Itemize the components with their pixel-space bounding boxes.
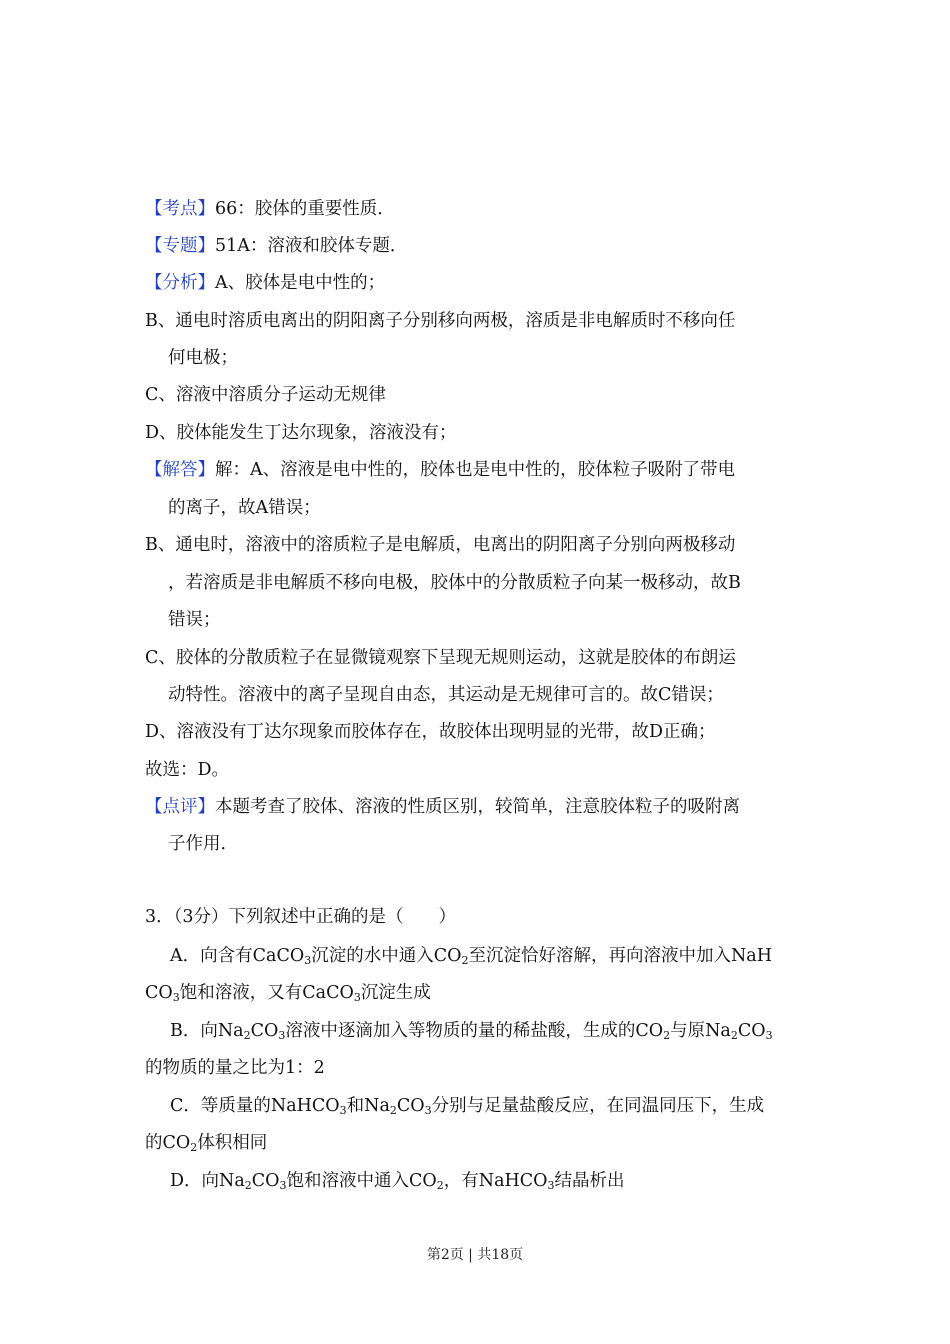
option-a-text: CO [145, 983, 173, 1003]
option-b-text: B．向Na [170, 1021, 244, 1041]
fenxi-b-line-1: B、通电时溶质电离出的阴阳离子分别移向两极，溶质是非电解质时不移向任 [145, 311, 736, 331]
option-c-line-2 [145, 1131, 267, 1155]
kaodian-line [145, 197, 395, 221]
subscript: 2 [461, 954, 469, 967]
kaodian-tag: 【考点】 [145, 199, 215, 219]
subscript: 2 [663, 1029, 671, 1042]
option-b-text: 溶液中逐滴加入等物质的量的稀盐酸，生成的CO [285, 1021, 664, 1041]
option-d-line [170, 1169, 625, 1193]
zhuanti-line [145, 234, 407, 258]
option-b-text: CO [737, 1021, 766, 1041]
option-d-text: 饱和溶液中通入CO [286, 1171, 437, 1191]
fenxi-d-line: D、胶体能发生丁达尔现象，溶液没有； [145, 423, 457, 443]
subscript: 3 [172, 991, 180, 1004]
subscript: 2 [243, 1029, 251, 1042]
subscript: 3 [339, 1104, 347, 1117]
jieda-line-1 [145, 458, 735, 482]
option-a-text: A．向含有CaCO [170, 946, 305, 966]
option-d-text: 结晶析出 [554, 1171, 625, 1191]
jieda-b-line-3: 错误； [168, 610, 221, 630]
jieda-b-line-2: ，若溶质是非电解质不移向电极，胶体中的分散质粒子向某一极移动，故B [168, 573, 741, 593]
option-c-line-1 [170, 1094, 764, 1118]
jieda-tag: 【解答】 [145, 460, 215, 480]
subscript: 3 [279, 1179, 287, 1192]
option-d-text: D．向Na [170, 1171, 245, 1191]
subscript: 3 [353, 991, 361, 1004]
subscript: 2 [389, 1104, 397, 1117]
jieda-b-line-1: B、通电时，溶液中的溶质粒子是电解质，电离出的阴阳离子分别向两极移动 [145, 535, 736, 555]
fenxi-tag: 【分析】 [145, 273, 215, 293]
zhuanti-tag: 【专题】 [145, 236, 215, 256]
subscript: 2 [190, 1141, 198, 1154]
question-stem: 3．（3分）下列叙述中正确的是（ ） [145, 907, 457, 927]
option-a-line-2 [145, 981, 431, 1005]
subscript: 2 [730, 1029, 738, 1042]
zhuanti-text: 51A：溶液和胶体专题． [215, 236, 408, 256]
option-b-line-1 [170, 1019, 773, 1043]
fenxi-line [145, 271, 385, 295]
option-c-text: C．等质量的NaHCO [170, 1096, 340, 1116]
subscript: 3 [278, 1029, 286, 1042]
option-d-text: CO [251, 1171, 280, 1191]
jieda-d-line: D、溶液没有丁达尔现象而胶体存在，故胶体出现明显的光带，故D正确； [145, 722, 716, 742]
subscript: 3 [547, 1179, 555, 1192]
option-b-line-2: 的物质的量之比为1：2 [145, 1058, 325, 1078]
subscript: 3 [304, 954, 312, 967]
subscript: 3 [765, 1029, 773, 1042]
option-d-text: ，有NaHCO [443, 1171, 548, 1191]
fenxi-c-line: C、溶液中溶质分子运动无规律 [145, 385, 386, 405]
option-c-text: 分别与足量盐酸反应，在同温同压下，生成 [431, 1096, 765, 1116]
subscript: 2 [244, 1179, 252, 1192]
dianping-tag: 【点评】 [145, 797, 215, 817]
option-c-text: 的CO [145, 1133, 191, 1153]
option-a-text: 至沉淀恰好溶解，再向溶液中加入NaH [468, 946, 772, 966]
jieda-c-line-1: C、胶体的分散质粒子在显微镜观察下呈现无规则运动，这就是胶体的布朗运 [145, 648, 736, 668]
option-a-line-1 [170, 944, 772, 968]
option-b-text: 与原Na [670, 1021, 731, 1041]
jieda-line-2: 的离子，故A错误； [168, 498, 321, 518]
subscript: 3 [424, 1104, 432, 1117]
fenxi-a-text: A、胶体是电中性的； [215, 273, 386, 293]
option-c-text: 和Na [346, 1096, 390, 1116]
answer-line: 故选：D。 [145, 760, 230, 780]
kaodian-text: 66：胶体的重要性质． [215, 199, 395, 219]
jieda-text-1: 解：A、溶液是电中性的，胶体也是电中性的，胶体粒子吸附了带电 [215, 460, 736, 480]
page-footer: 第2页 | 共18页 [426, 1247, 524, 1263]
option-c-text: 体积相同 [197, 1133, 268, 1153]
jieda-c-line-2: 动特性。溶液中的离子呈现自由态，其运动是无规律可言的。故C错误； [168, 685, 724, 705]
option-b-text: CO [250, 1021, 279, 1041]
option-a-text: 沉淀生成 [360, 983, 431, 1003]
option-a-text: 饱和溶液，又有CaCO [179, 983, 354, 1003]
subscript: 2 [436, 1179, 444, 1192]
option-a-text: 沉淀的水中通入CO [311, 946, 462, 966]
option-c-text: CO [396, 1096, 425, 1116]
dianping-text-1: 本题考查了胶体、溶液的性质区别，较简单，注意胶体粒子的吸附离 [215, 797, 740, 817]
fenxi-b-line-2: 何电极； [168, 348, 238, 368]
dianping-line-1 [145, 795, 740, 819]
dianping-line-2: 子作用． [168, 834, 238, 854]
